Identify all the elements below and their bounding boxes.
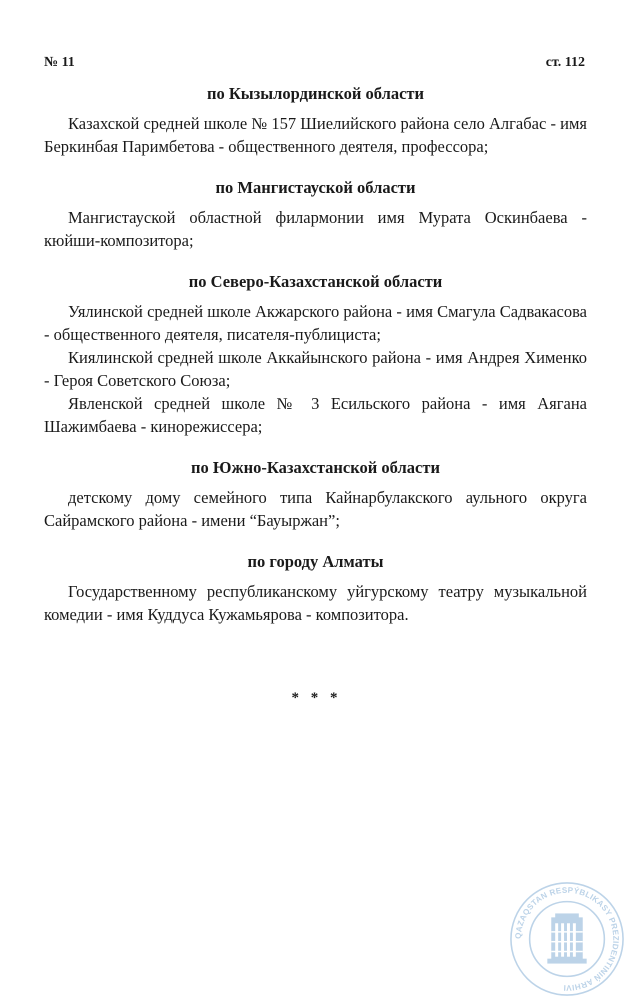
document-number: № 11 <box>44 55 75 70</box>
paragraph: Уялинской средней школе Акжарского района - имя Смагула Садвакасова - общественного деятеля, писателя-публициста; <box>44 302 587 344</box>
paragraph: Мангистауской областной филармонии имя Мурата Оскинбаева - кюйши-композитора; <box>44 208 587 250</box>
paragraph: Государственному республиканскому уйгурскому театру музыкальной комедии - имя Куддуса Кужамьярова - композитора. <box>44 582 587 624</box>
paragraph: Явленской средней школе № 3 Есильского района - имя Аягана Шажимбаева - кинорежиссера; <box>44 394 587 436</box>
section-heading: по Южно-Казахстанской области <box>191 458 440 477</box>
section-heading: по Мангистауской области <box>215 178 416 197</box>
section-heading: по Кызылординской области <box>206 84 425 103</box>
paragraph: Казахской средней школе № 157 Шиелийского района село Алгабас - имя Беркинбая Паримбетова - общественного деятеля, профессора; <box>44 114 587 156</box>
section-north-kazakhstan <box>44 270 587 438</box>
section-almaty <box>44 550 587 626</box>
stamp-text: QAZAQSTAN RESPÝBLIKASY PREZIDENTINIŃ ARHIVI <box>513 885 621 993</box>
page-reference: ст. 112 <box>545 55 585 70</box>
paragraph: детскому дому семейного типа Кайнарбулакского аульного округа Сайрамского района - имени “Бауыржан”; <box>44 488 587 530</box>
section-heading: по Северо-Казахстанской области <box>188 272 443 291</box>
document-body <box>44 82 587 644</box>
paragraph: Киялинской средней школе Аккайынского района - имя Андрея Хименко - Героя Советского Союза; <box>44 348 587 390</box>
section-mangistau <box>44 176 587 252</box>
section-separator: * * * <box>291 690 342 706</box>
archive-stamp-icon <box>508 880 626 998</box>
section-south-kazakhstan <box>44 456 587 532</box>
section-kyzylorda <box>44 82 587 158</box>
section-heading: по городу Алматы <box>247 552 384 571</box>
